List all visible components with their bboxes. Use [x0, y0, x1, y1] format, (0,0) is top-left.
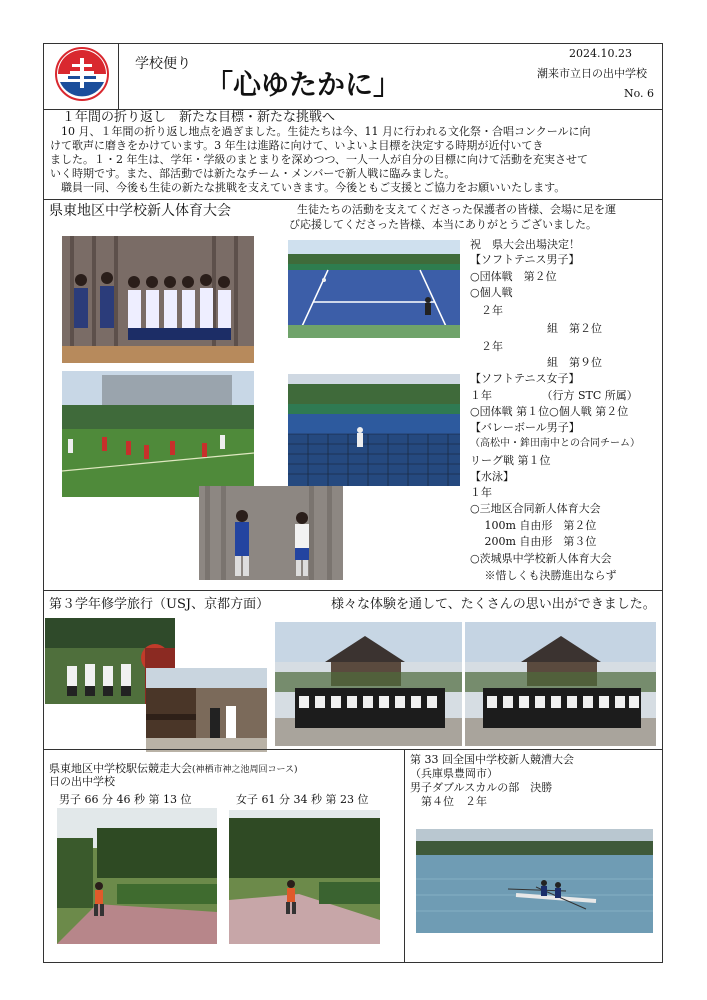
- result-line: ○三地区合同新人体育大会: [470, 502, 601, 515]
- result-line: 200m 自由形 第３位: [470, 535, 597, 548]
- result-line: 祝 県大会出場決定！: [470, 238, 580, 251]
- result-line: リーグ戦 第１位: [470, 454, 551, 467]
- result-line: 組 第２位: [470, 322, 602, 335]
- section-divider: [43, 199, 663, 200]
- trip-street-photo: [146, 668, 267, 752]
- issue-number: No. 6: [624, 87, 655, 100]
- ekiden-girls-result: 女子 61 分 34 秒 第 23 位: [236, 793, 369, 806]
- result-line: １年 （行方 STC 所属）: [470, 389, 638, 402]
- result-line: １年: [470, 486, 492, 499]
- tennis-doubles-photo: [288, 374, 460, 486]
- intro-line: 10 月、１年間の折り返し地点を過ぎました。生徒たちは今、11 月に行われる文化祭・合唱コンクールに向: [50, 125, 591, 138]
- column-divider: [404, 749, 405, 963]
- result-line: 組 第９位: [470, 356, 602, 369]
- ekiden-heading-main: 県東地区中学校駅伝競走大会: [49, 762, 192, 775]
- intro-heading: １年間の折り返し 新たな目標・新たな挑戦へ: [62, 110, 336, 125]
- tennis-court-photo: [288, 240, 460, 338]
- trip-group-photo-1: [275, 622, 462, 746]
- rowing-result: 第４位 ２年: [410, 795, 487, 808]
- result-line: ２年: [470, 340, 503, 353]
- ekiden-heading-note: (神栖市神之池周回コース): [192, 765, 298, 775]
- result-line: ○団体戦 第１位○個人戦 第２位: [470, 405, 629, 418]
- rowing-race-photo: [416, 829, 653, 933]
- result-line: ○茨城県中学校新人体育大会: [470, 552, 612, 565]
- newsletter-title: 「心ゆたかに」: [205, 68, 402, 101]
- student-speech-photo: [199, 486, 343, 580]
- result-line: 【水泳】: [470, 470, 514, 483]
- trip-caption: 様々な体験を通して、たくさんの思い出ができました。: [331, 597, 656, 612]
- intro-line: 職員一同、今後も生徒の新たな挑戦を支えていきます。今後ともご支援とご協力をお願いいたします。: [50, 181, 566, 194]
- intro-line: けて歌声に磨きをかけています。3 年生は進路に向けて、いよいよ目標を決定する時期が近付いてき: [50, 139, 544, 152]
- ekiden-boys-result: 男子 66 分 46 秒 第 13 位: [59, 793, 192, 806]
- issue-date: 2024.10.23: [569, 47, 632, 60]
- result-line: 【ソフトテニス男子】: [470, 253, 580, 266]
- ekiden-runner-photo-2: [229, 810, 380, 944]
- volleyball-team-photo: [62, 236, 254, 363]
- section-divider: [43, 590, 663, 591]
- sports-thanks-line: 生徒たちの活動を支えてくださった保護者の皆様、会場に足を運: [297, 203, 616, 216]
- ekiden-runner-photo-1: [57, 808, 217, 944]
- intro-line: いく時期です。また、部活動では新たなチーム・メンバーで新人戦に臨みました。: [50, 167, 456, 180]
- ekiden-heading: [49, 757, 298, 777]
- result-line: ※惜しくも決勝進出ならず: [470, 569, 617, 582]
- soccer-match-photo: [62, 371, 254, 497]
- result-line: 【ソフトテニス女子】: [470, 372, 580, 385]
- rowing-heading: 第 33 回全国中学校新人競漕大会: [410, 753, 574, 766]
- series-label: 学校便り: [135, 56, 191, 72]
- ekiden-school-line: 日の出中学校: [49, 775, 115, 788]
- school-name: 潮来市立日の出中学校: [537, 67, 647, 80]
- trip-group-photo-2: [465, 622, 656, 746]
- sports-thanks-line: び応援してくださった皆様、本当にありがとうございました。: [289, 218, 597, 231]
- result-line: （高松中・鉾田南中との合同チーム）: [470, 438, 640, 449]
- sports-heading: 県東地区中学校新人体育大会: [49, 203, 231, 219]
- result-line: ２年: [470, 304, 503, 317]
- rowing-event: 男子ダブルスカルの部 決勝: [410, 781, 553, 794]
- trip-heading: 第３学年修学旅行（USJ、京都方面）: [49, 597, 270, 612]
- school-logo: [54, 46, 110, 102]
- result-line: ○団体戦 第２位: [470, 270, 557, 283]
- section-divider: [43, 749, 663, 750]
- header-logo-divider: [118, 43, 119, 110]
- intro-line: ました。１・2 年生は、学年・学級のまとまりを深めつつ、一人一人が自分の目標に向けて活動を充実させて: [50, 153, 589, 166]
- result-line: 【バレーボール男子】: [470, 421, 580, 434]
- rowing-location: （兵庫県豊岡市）: [410, 767, 498, 780]
- result-line: ○個人戦: [470, 286, 513, 299]
- result-line: 100m 自由形 第２位: [470, 519, 597, 532]
